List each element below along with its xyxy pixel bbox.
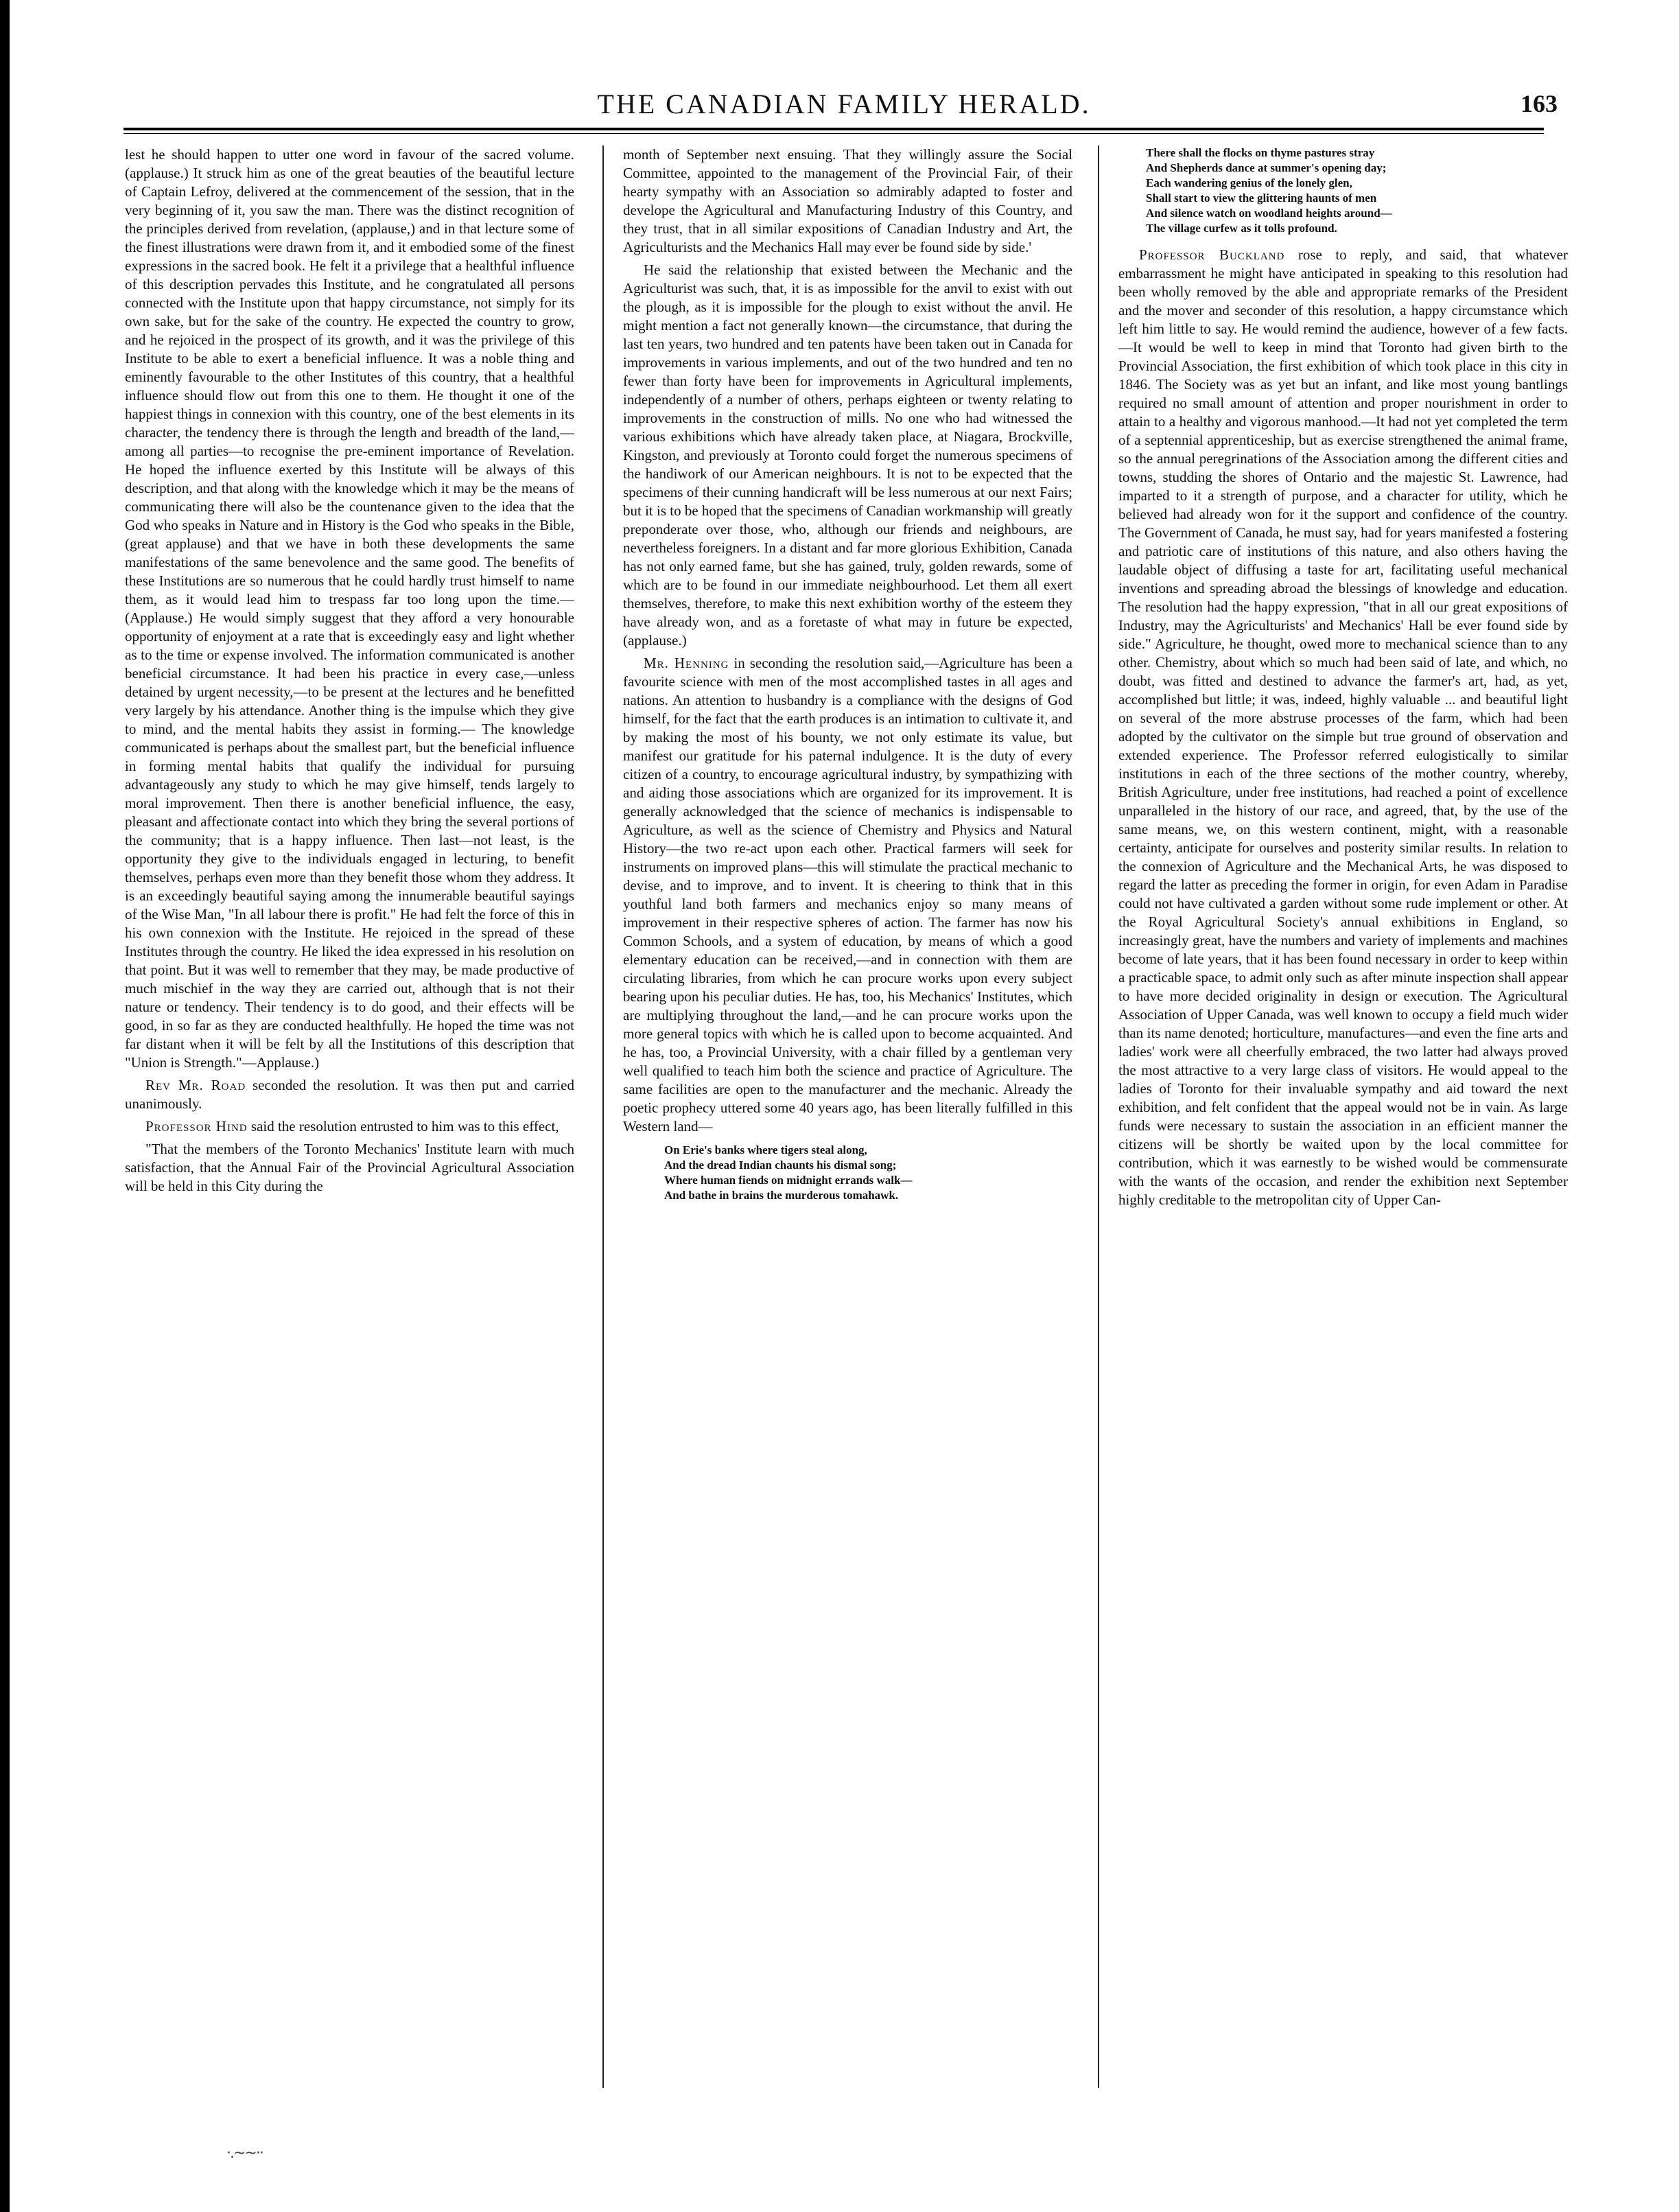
resolution-quote: "That the members of the Toronto Mechanics' Institute learn with much satisfaction, that the Annual Fair of the Provincial Agricultural Association will be held in this City during the (125, 1141, 574, 1194)
paragraph (1118, 246, 1568, 1209)
paragraph-text: seconded the resolution. It was then put and carried unanimously. (125, 1077, 574, 1112)
page-number: 163 (1521, 90, 1558, 117)
verse-line: The village curfew as it tolls profound. (1146, 222, 1337, 235)
paragraph-text: said the resolution entrusted to him was to this effect, (247, 1118, 559, 1134)
verse-line: And the dread Indian chaunts his dismal song; (664, 1159, 897, 1172)
verse-block (664, 1143, 1072, 1203)
speaker-name: Professor Hind (145, 1118, 248, 1134)
column-2 (623, 145, 1072, 2102)
paragraph (623, 654, 1072, 1136)
column-rule (1098, 145, 1099, 2088)
verse-line: On Erie's banks where tigers steal along, (664, 1143, 867, 1156)
verse-block (1146, 145, 1568, 236)
paragraph-text: in seconding the resolution said,—Agriculture has been a favourite science with men of the most accomplished tastes in all ages and nations. An attention to husbandry is a compliance with the designs of God himself, for the fact that the earth produces is an intimation to cultivate it, and by making the most of his bounty, we not only estimate its value, but manifest our gratitude for his paternal indulgence. It is the duty of every citizen of a country, to encourage agricultural industry, by sympathizing with and aiding those associations which are organized for its improvement. It is generally acknowledged that the science of mechanics is indispensable to Agriculture, as well as the science of Chemistry and Physics and Natural History—the two re-act upon each other. Practical farmers will seek for instruments on improved plans—this will stimulate the practical mechanic to devise, and to improve, and to invent. It is cheering to think that in this youthful land both farmers and mechanics enjoy so many means of improvement in their respective spheres of action. The farmer has now his Common Schools, and a system of education, by means of which a good elementary education can be received,—and in connection with them are circulating libraries, from which he can procure works upon every subject bearing upon his peculiar duties. He has, too, his Mechanics' Institutes, which are multiplying throughout the land,—and he can procure works upon the more general topics with which he is called upon to become acquainted. And he has, too, a Provincial University, with a chair filled by a gentleman very well qualified to teach him both the science and practice of Agriculture. The same facilities are open to the manufacturer and the mechanic. Already the poetic prophecy uttered some 40 years ago, has been literally fulfilled in this Western land— (623, 655, 1072, 1134)
verse-line: And silence watch on woodland heights around— (1146, 207, 1392, 220)
journal-title: THE CANADIAN FAMILY HERALD. (597, 89, 1091, 119)
verse-line: Shall start to view the glittering haunts of men (1146, 191, 1377, 205)
paragraph (125, 1076, 574, 1113)
page-header (130, 88, 1558, 122)
column-rule (602, 145, 604, 2088)
paragraph: month of September next ensuing. That they willingly assure the Social Committee, appointed to the management of the Provincial Fair, of their hearty sympathy with an Association so admirably adapted to foster and develope the Agricultural and Manufacturing Industry of this Country, and they trust, that in all similar expositions of Canadian Industry and Art, the Agriculturists and the Mechanics Hall may ever be found side by side.' (623, 146, 1072, 255)
paragraph (125, 1117, 574, 1136)
verse-line: There shall the flocks on thyme pastures stray (1146, 146, 1375, 159)
paragraph: lest he should happen to utter one word in favour of the sacred volume. (applause.) It struck him as one of the great beauties of the beautiful lecture of Captain Lefroy, delivered at the commencement of the session, that in the very beginning of it, you saw the man. There was the distinct recognition of the principles derived from revelation, (applause,) and in that lecture some of the finest illustrations were drawn from it, and it embodied some of the finest expressions in the sacred book. He felt it a privilege that a healthful influence of this description pervades this Institute, and he congratulated all persons connected with the Institute upon that happy circumstance, not simply for its own sake, but for the sake of the country. He expected the country to grow, and he rejoiced in the prospect of its growth, and it was the privilege of this Institute to be able to exert a beneficial influence. It was a noble thing and eminently favourable to the other Institutes of this country, that a healthful influence should flow out from this one to them. He thought it one of the happiest things in connexion with this country, one of the best elements in its character, the tendency there is through the length and breadth of the land,—among all parties—to recognise the pre-eminent importance of Revelation. He hoped the influence exerted by this Institute will be always of this description, and that along with the knowledge which it may be the means of communicating there will also be the countenance given to the idea that the God who speaks in Nature and in History is the God who speaks in the Bible, (great applause) and that we have in both these developments the same manifestations of the same benevolence and the same good. The benefits of these Institutions are so numerous that he could hardly trust himself to name them, as it would lead him to trespass far too long upon the time.—(Applause.) He would simply suggest that they afford a very honourable opportunity of enjoyment at a rate that is exceedingly easy and light whether as to the time or expense involved. The information communicated is another beneficial circumstance. It had been his practice in every case,—unless detained by urgent necessity,—to be present at the lectures and he benefitted very largely by his attendance. Another thing is the impulse which they give to mind, and the mental habits they assist in forming.— The knowledge communicated is perhaps about the smallest part, but the beneficial influence in forming mental habits that qualify the individual for pursuing advantageously any study to which he may give himself, tends largely to moral improvement. Then there is another beneficial influence, the easy, pleasant and affectionate contact into which they bring the several portions of the community; that is a happy influence. Then last—not least, is the opportunity they give to the individuals engaged in lecturing, to benefit themselves, perhaps even more than they benefit those whom they address. It is an exceedingly beautiful saying among the innumerable beautiful sayings of the Wise Man, "In all labour there is profit." He had felt the force of this in his own connexion with the Institute. He rejoiced in the spread of these Institutes through the country. He liked the idea expressed in his resolution on that point. But it was well to remember that they may, be made productive of much mischief in the way they are carried out, although that is not their nature or tendency. Their tendency is to do good, and their effects will be good, in so far as they are conducted healthfully. He hoped the time was not far distant when it will be felt by all the Institutions of this description that "Union is Strength."—Applause.) (125, 146, 574, 1071)
verse-line: And bathe in brains the murderous tomahawk. (664, 1189, 899, 1202)
print-smudge: ·.~~·· (226, 2145, 263, 2162)
column-1 (125, 145, 574, 2102)
verse-line: And Shepherds dance at summer's opening day; (1146, 161, 1387, 174)
verse-line: Where human fiends on midnight errands walk— (664, 1174, 913, 1187)
page-binding-edge (0, 0, 10, 2212)
column-3 (1118, 145, 1568, 2102)
speaker-name: Professor Buckland (1139, 246, 1285, 263)
header-rule (124, 128, 1544, 130)
header-rule-thin (124, 133, 1544, 134)
paragraph-text: rose to reply, and said, that whatever embarrassment he might have anticipated in speaking to this resolution had been wholly removed by the able and appropriate remarks of the President and the mover and seconder of this resolution, a happy circumstance which left him little to say. He would remind the audience, however of a few facts.—It would be well to keep in mind that Toronto had given birth to the Provincial Association, the first exhibition of which took place in this city in 1846. The Society was as yet but an infant, and like most young bantlings required no small amount of attention and proper nourishment in order to attain to a healthy and vigorous manhood.—It had not yet completed the term of a septennial apprenticeship, but as exercise strengthened the animal frame, so the annual peregrinations of the Association among the different cities and towns, studding the shores of Ontario and the majestic St. Lawrence, had imparted to it a strength of purpose, and a character for utility, which he believed had already won for it the support and confidence of the country. The Government of Canada, he must say, had for years manifested a fostering and patriotic care of institutions of this nature, and also others having the laudable object of diffusing a taste for art, facilitating useful mechanical inventions and spreading abroad the blessings of knowledge and education. The resolution had the happy expression, "that in all our great expositions of Industry, may the Agriculturists' and Mechanics' Hall be ever found side by side." Agriculture, he thought, owed more to mechanical science than to any other. Chemistry, about which so much had been said of late, and which, no doubt, was fitted and destined to advance the farmer's art, had, as yet, accomplished but little; it was, indeed, highly valuable ... and beautiful light on several of the more abstruse processes of the farm, which had been adopted by the cultivator on the simple but true ground of observation and extended experience. The Professor referred eulogistically to similar institutions in each of the three sections of the mother country, whereby, British Agriculture, under free institutions, had reached a point of excellence unparalleled in the history of our race, and agreed, that, by the use of the same means, we, on this western continent, might, with a reasonable certainty, anticipate for ourselves and posterity similar results. In relation to the connexion of Agriculture and the Mechanical Arts, he was disposed to regard the latter as preceding the former in origin, for even Adam in Paradise could not have cultivated a garden without some rude implement or other. At the Royal Agricultural Society's annual exhibitions in England, so increasingly great, have the numbers and variety of implements and machines become of late years, that it has been found necessary in order to keep within a practicable space, to admit only such as after minute inspection shall appear to have more decided originality in design or execution. The Agricultural Association of Upper Canada, was well known to occupy a field much wider than its name denoted; horticulture, manufactures—and even the fine arts and ladies' work were all cheerfully embraced, the two latter had always proved the most attractive to a very large class of visitors. He would appeal to the ladies of Toronto for their invaluable sympathy and aid toward the next exhibition, and felt confident that the appeal would not be in vain. As large funds were necessary to sustain the association in an efficient manner the citizens will be shortly be waited upon by the local committee for contribution, which it was earnestly to be wished would be commensurate with the wants of the occasion, and render the exhibition next September highly creditable to the metropolitan city of Upper Can- (1118, 246, 1568, 1208)
speaker-name: Rev Mr. Road (145, 1077, 246, 1093)
paragraph: He said the relationship that existed between the Mechanic and the Agriculturist was such, that, it is as impossible for the anvil to exist with out the plough, as it is impossible for the plough to exist without the anvil. He might mention a fact not generally known—the circumstance, that during the last ten years, two hundred and ten patents have been taken out in Canada for improvements in various implements, and out of the two hundred and ten no fewer than forty have been for improvements in Agricultural implements, independently of a number of others, perhaps eighteen or twenty relating to improvements in the construction of mills. No one who had witnessed the various exhibitions which have already taken place, at Niagara, Brockville, Kingston, and previously at Toronto could forget the numerous specimens of the handiwork of our American neighbours. It is not to be expected that the specimens of their cunning handicraft will be less numerous at our next Fairs; but it is to be hoped that the specimens of Canadian workmanship will greatly preponderate over those, who, although our friends and neighbours, are nevertheless foreigners. In a distant and far more glorious Exhibition, Canada has not only earned fame, but she has gained, truly, golden rewards, some of which are to be found in our immediate neighbourhood. Let them all exert themselves, therefore, to make this next exhibition worthy of the esteem they have already won, and as a foretaste of what may in future be expected, (applause.) (623, 261, 1072, 649)
verse-line: Each wandering genius of the lonely glen, (1146, 176, 1352, 189)
speaker-name: Mr. Henning (644, 655, 729, 671)
